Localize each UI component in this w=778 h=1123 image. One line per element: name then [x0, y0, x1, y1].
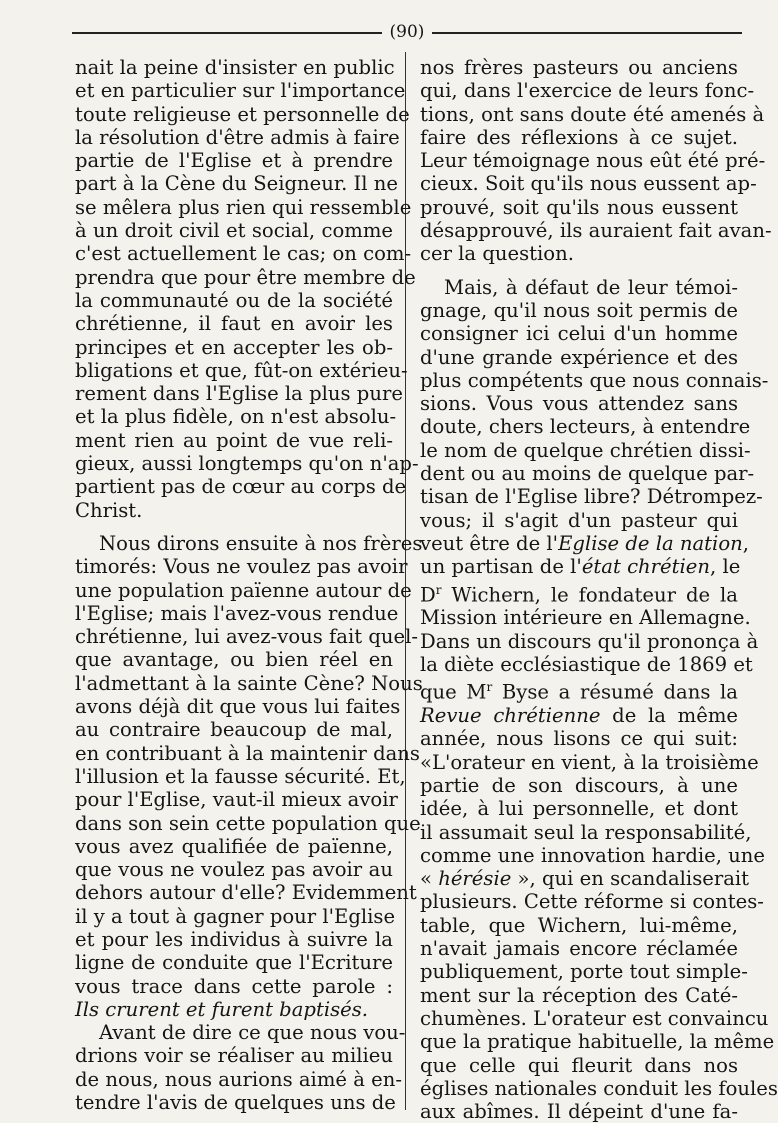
header-rule-right [432, 32, 742, 34]
text-line: l'Eglise; mais l'avez-vous rendue [75, 601, 399, 625]
text-run: , le [709, 555, 741, 579]
italic-phrase: état chrétien [581, 555, 710, 579]
text-line: Mais, à défaut de leur témoi- [444, 275, 738, 299]
text-line: ment rien au point de vue reli- [75, 428, 393, 452]
text-line: que vous ne voulez pas avoir au [75, 858, 393, 882]
text-line: bligations et que, fût-on extérieu- [75, 358, 408, 382]
text-line: idée, à lui personnelle, et dont [420, 797, 738, 821]
text-line: la résolution d'être admis à faire [75, 125, 400, 149]
text-line: avons déjà dit que vous lui faites [75, 695, 401, 719]
text-line: cieux. Soit qu'ils nous eussent ap- [420, 172, 757, 196]
paragraph [75, 531, 423, 1021]
text-line: rement dans l'Eglise la plus pure [75, 382, 403, 406]
text-line [420, 867, 750, 891]
right-column [420, 56, 778, 1123]
text-run: « [420, 867, 439, 891]
text-line [420, 555, 741, 579]
text-line: il assumait seul la responsabilité, [420, 820, 752, 844]
text-line: au contraire beaucoup de mal, [75, 718, 393, 742]
text-line: part à la Cène du Seigneur. Il ne [75, 172, 398, 196]
text-line: une population païenne autour de [75, 578, 412, 602]
text-line: la communauté ou de la société [75, 288, 393, 312]
text-line: partie de son discours, à une [420, 773, 738, 797]
text-line: année, nous lisons ce qui suit: [420, 727, 738, 751]
text-line: l'illusion et la fausse sécurité. Et, [75, 764, 406, 788]
text-line: tions, ont sans doute été amenés à [420, 102, 765, 126]
text-line: comme une innovation hardie, une [420, 843, 766, 867]
text-line: tisan de l'Eglise libre? Détrompez- [420, 485, 763, 509]
text-line: Avant de dire ce que nous vou- [99, 1021, 406, 1045]
text-line [420, 579, 738, 607]
text-line: chrétienne, lui avez-vous fait quel- [75, 625, 418, 649]
text-line: et la plus fidèle, on n'est absolu- [75, 405, 397, 429]
text-line: partient pas de cœur au corps de [75, 475, 407, 499]
superscript: r [486, 680, 493, 695]
text-line: chumènes. L'orateur est convaincu [420, 1006, 769, 1030]
text-line: cer la question. [420, 242, 574, 266]
text-line [420, 704, 738, 727]
text-line: sions. Vous vous attendez sans [420, 392, 738, 416]
text-line: toute religieuse et personnelle de [75, 102, 410, 126]
superscript: r [435, 582, 442, 597]
text-line: dent ou au moins de quelque par- [420, 462, 755, 486]
text-run: Byse a résumé dans la [492, 680, 738, 704]
text-line: chrétienne, il faut en avoir les [75, 312, 393, 336]
text-line: de nous, nous aurions aimé à en- [75, 1067, 402, 1091]
text-line: partie de l'Eglise et à prendre [75, 149, 393, 173]
italic-word: hérésie [438, 867, 512, 891]
paragraph [75, 56, 419, 522]
text-line: faire des réflexions à ce sujet. [420, 125, 738, 149]
paragraph [75, 1021, 406, 1115]
text-line: consigner ici celui d'un homme [420, 322, 738, 346]
text-line: prouvé, soit qu'ils nous eussent [420, 195, 738, 219]
text-line: vous avez qualifiée de païenne, [75, 834, 393, 858]
italic-title: Revue chrétienne [420, 704, 601, 728]
text-line: prendra que pour être membre de [75, 265, 416, 289]
text-line [420, 531, 749, 555]
text-line: dans son sein cette population que [75, 811, 421, 835]
text-line: se mêlera plus rien qui ressemble [75, 195, 412, 219]
text-run: , [742, 531, 749, 555]
text-line: l'admettant à la sainte Cène? Nous [75, 671, 423, 695]
text-run: Wichern, le fondateur de la [441, 583, 738, 607]
text-run: D [420, 583, 436, 607]
text-line: que celle qui fleurit dans nos [420, 1053, 738, 1077]
text-line: ligne de conduite que l'Ecriture [75, 951, 393, 975]
text-line: doute, chers lecteurs, à entendre [420, 415, 751, 439]
text-line: Nous dirons ensuite à nos frères [99, 531, 423, 555]
text-run: », qui en scandaliserait [511, 867, 750, 891]
header-rule-left [72, 32, 382, 34]
text-line: vous trace dans cette parole : [75, 974, 393, 998]
text-line: Christ. [75, 498, 143, 522]
text-line: publiquement, porte tout simple- [420, 960, 748, 984]
text-line [75, 998, 393, 1021]
italic-title: Eglise de la nation [558, 531, 743, 555]
text-line: aux abîmes. Il dépeint d'une fa- [420, 1100, 738, 1123]
text-line: églises nationales conduit les foules [420, 1076, 778, 1100]
text-line: dehors autour d'elle? Evidemment [75, 881, 417, 905]
page-number: (90) [389, 22, 425, 42]
page-header [72, 18, 742, 46]
text-line: en contribuant à la maintenir dans [75, 741, 420, 765]
text-line: c'est actuellement le cas; on com- [75, 242, 412, 266]
text-run: veut être de l' [420, 531, 559, 555]
text-line: pour l'Eglise, vaut-il mieux avoir [75, 788, 398, 812]
text-line: Mission intérieure en Allemagne. [420, 606, 751, 630]
text-line: timorés: Vous ne voulez pas avoir [75, 555, 408, 579]
text-line: que la pratique habituelle, la même [420, 1030, 775, 1054]
text-line: Dans un discours qu'il prononça à [420, 629, 759, 653]
text-line: d'une grande expérience et des [420, 345, 738, 369]
text-line: table, que Wichern, lui-même, [420, 913, 738, 937]
italic-quote: Ils crurent et furent baptisés. [75, 997, 369, 1021]
text-line: que avantage, ou bien réel en [75, 648, 393, 672]
text-line: drions voir se réaliser au milieu [75, 1044, 393, 1068]
text-line: désapprouvé, ils auraient fait avan- [420, 219, 772, 243]
text-line: nos frères pasteurs ou anciens [420, 56, 738, 79]
text-line: «L'orateur en vient, à la troisième [420, 750, 759, 774]
text-line: principes et en accepter les ob- [75, 335, 393, 359]
text-line: tendre l'avis de quelques uns de [75, 1091, 396, 1115]
text-line: n'avait jamais encore réclamée [420, 937, 738, 961]
text-line: plusieurs. Cette réforme si contes- [420, 890, 764, 914]
text-line: à un droit civil et social, comme [75, 219, 393, 243]
text-line: et pour les individus à suivre la [75, 927, 393, 951]
paragraph [420, 56, 772, 266]
left-column [75, 56, 423, 1115]
text-line: la diète ecclésiastique de 1869 et [420, 652, 753, 676]
text-line: vous; il s'agit d'un pasteur qui [420, 508, 738, 532]
text-line: gieux, aussi longtemps qu'on n'ap- [75, 452, 419, 476]
paragraph [420, 275, 778, 1123]
text-line: gnage, qu'il nous soit permis de [420, 298, 738, 322]
text-line: Leur témoignage nous eût été pré- [420, 149, 766, 173]
text-line: et en particulier sur l'importance [75, 79, 406, 103]
text-line: plus compétents que nous connais- [420, 368, 769, 392]
text-run: de la même [600, 704, 738, 728]
text-line: qui, dans l'exercice de leurs fonc- [420, 79, 755, 103]
text-line: ment sur la réception des Caté- [420, 983, 738, 1007]
text-line [420, 676, 738, 704]
text-line: nait la peine d'insister en public [75, 56, 395, 79]
text-line: le nom de quelque chrétien dissi- [420, 438, 751, 462]
text-run: un partisan de l' [420, 555, 582, 579]
text-run: que M [420, 680, 487, 704]
text-line: il y a tout à gagner pour l'Eglise [75, 904, 396, 928]
